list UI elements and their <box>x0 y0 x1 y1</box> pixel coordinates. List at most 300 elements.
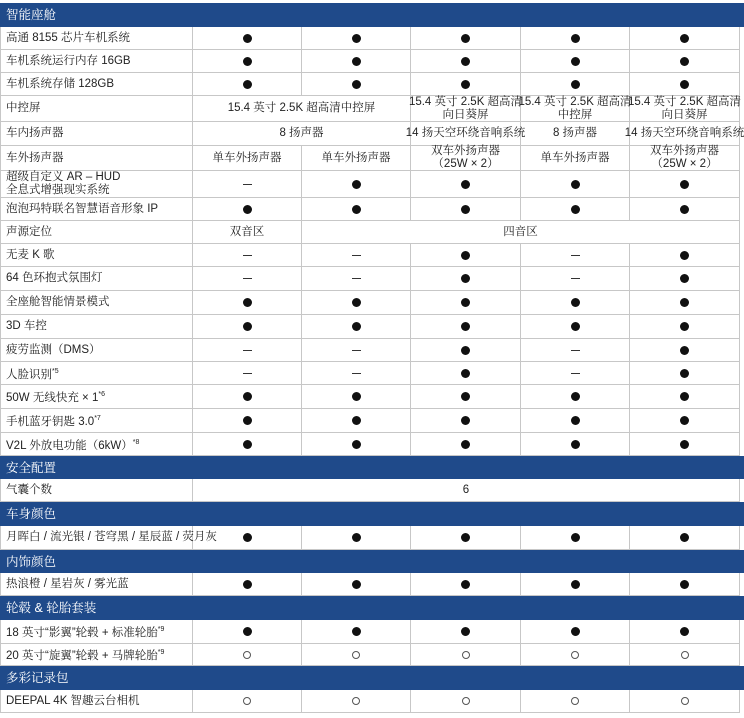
row-label-cell <box>0 433 193 456</box>
row-label <box>6 365 59 382</box>
value-cell <box>302 573 411 596</box>
standard-dot-icon <box>680 533 689 542</box>
value-cell <box>193 50 302 73</box>
row-label <box>6 623 164 640</box>
row-label <box>6 272 103 285</box>
table-row <box>0 96 744 122</box>
value-cell <box>193 122 411 146</box>
footnote-mark: *9 <box>157 626 165 634</box>
row-label-cell <box>0 221 193 244</box>
section-title: 内饰颜色 <box>6 554 57 569</box>
table-row <box>0 73 744 96</box>
value-cell <box>521 526 630 550</box>
value-cell <box>411 526 521 550</box>
standard-dot-icon <box>680 205 689 214</box>
table-row <box>0 244 744 267</box>
standard-dot-icon <box>680 392 689 401</box>
table-row <box>0 690 744 713</box>
standard-dot-icon <box>243 627 252 636</box>
standard-dot-icon <box>461 346 470 355</box>
footnote-mark: *8 <box>132 438 140 446</box>
standard-dot-icon <box>243 34 252 43</box>
table-row <box>0 526 744 550</box>
row-label-line: 车机系统运行内存 16GB <box>6 54 131 67</box>
value-cell <box>302 73 411 96</box>
table-row <box>0 221 744 244</box>
standard-dot-icon <box>243 392 252 401</box>
table-row <box>0 362 744 385</box>
row-label <box>6 388 105 405</box>
value-text: 四音区 <box>503 225 538 238</box>
section-title: 车身颜色 <box>6 506 57 521</box>
value-cell <box>411 409 521 433</box>
value-cell <box>630 620 740 644</box>
value-cell <box>411 50 521 73</box>
standard-dot-icon <box>461 298 470 307</box>
row-label-line: 月晖白 / 流光银 / 苍穹黑 / 星辰蓝 / 荧月灰 <box>6 531 217 543</box>
value-cell <box>193 244 302 267</box>
row-label <box>6 646 164 663</box>
value-cell <box>630 27 740 50</box>
value-cell <box>193 73 302 96</box>
value-cell <box>302 267 411 291</box>
value-cell <box>521 122 630 146</box>
value-cell <box>193 171 302 198</box>
standard-dot-icon <box>352 34 361 43</box>
value-cell <box>302 291 411 315</box>
standard-dot-icon <box>461 533 470 542</box>
value-cell <box>405 122 526 146</box>
standard-dot-icon <box>461 392 470 401</box>
standard-dot-icon <box>680 34 689 43</box>
value-cell <box>302 244 411 267</box>
standard-dot-icon <box>571 533 580 542</box>
standard-dot-icon <box>461 627 470 636</box>
value-cell <box>521 146 630 171</box>
value-cell <box>302 146 411 171</box>
value-cell <box>193 267 302 291</box>
section-title: 多彩记录包 <box>6 670 69 685</box>
value-cell <box>521 339 630 362</box>
value-cell <box>408 95 523 122</box>
optional-circle-icon <box>462 651 470 659</box>
standard-dot-icon <box>461 580 470 589</box>
standard-dot-icon <box>461 80 470 89</box>
value-text: 14 扬天空环绕音响系统 <box>405 127 526 139</box>
row-label <box>6 127 64 140</box>
value-cell <box>302 690 411 713</box>
value-cell <box>411 644 521 666</box>
value-cell <box>193 690 302 713</box>
standard-dot-icon <box>680 274 689 283</box>
not-available-dash-icon <box>243 373 252 374</box>
value-cell <box>302 644 411 666</box>
value-cell <box>630 198 740 221</box>
row-label-line: 20 英寸“旋翼”轮毂 + 马牌轮胎$^{*9}$ <box>6 649 165 662</box>
row-label <box>6 32 130 45</box>
row-label-cell <box>0 27 193 50</box>
value-cell <box>630 573 740 596</box>
standard-dot-icon <box>461 416 470 425</box>
value-cell <box>630 385 740 409</box>
row-label-line: 车内扬声器 <box>6 127 64 139</box>
not-available-dash-icon <box>571 278 580 279</box>
value-cell <box>624 122 744 146</box>
standard-dot-icon <box>352 392 361 401</box>
value-cell <box>518 95 632 122</box>
section-header <box>0 502 744 526</box>
value-cell <box>411 385 521 409</box>
standard-dot-icon <box>352 205 361 214</box>
section-header <box>0 3 744 27</box>
row-label <box>6 226 52 239</box>
table-row <box>0 385 744 409</box>
standard-dot-icon <box>571 298 580 307</box>
row-label-line: 中控屏 <box>6 102 41 114</box>
value-cell <box>411 267 521 291</box>
section-header <box>0 596 744 620</box>
value-cell <box>302 385 411 409</box>
value-text: 15.4 英寸 2.5K 超高清中控屏 <box>227 102 376 114</box>
value-text: （25W × 2） <box>432 158 499 170</box>
standard-dot-icon <box>680 346 689 355</box>
row-label-line: 高通 8155 芯片车机系统 <box>6 31 130 44</box>
table-row <box>0 479 744 502</box>
value-cell <box>411 690 521 713</box>
standard-dot-icon <box>352 416 361 425</box>
standard-dot-icon <box>571 627 580 636</box>
value-cell <box>630 171 740 198</box>
not-available-dash-icon <box>352 350 361 351</box>
value-cell <box>302 198 411 221</box>
row-label-cell <box>0 291 193 315</box>
row-label-cell <box>0 198 193 221</box>
row-label <box>6 531 217 544</box>
standard-dot-icon <box>243 57 252 66</box>
value-cell <box>521 573 630 596</box>
value-cell <box>630 267 740 291</box>
row-label-cell <box>0 644 193 666</box>
optional-circle-icon <box>681 697 689 705</box>
value-cell <box>302 221 740 244</box>
value-cell <box>411 620 521 644</box>
value-cell <box>193 620 302 644</box>
row-label-line: 声源定位 <box>6 225 52 238</box>
value-text: 向日葵屏 <box>661 108 708 121</box>
not-available-dash-icon <box>352 373 361 374</box>
row-label-cell <box>0 479 193 502</box>
standard-dot-icon <box>352 322 361 331</box>
standard-dot-icon <box>571 416 580 425</box>
not-available-dash-icon <box>243 278 252 279</box>
value-cell <box>521 267 630 291</box>
table-row <box>0 291 744 315</box>
value-text: 向日葵屏 <box>442 108 489 121</box>
row-label-cell <box>0 122 193 146</box>
standard-dot-icon <box>571 322 580 331</box>
standard-dot-icon <box>571 440 580 449</box>
standard-dot-icon <box>680 369 689 378</box>
row-label-cell <box>0 339 193 362</box>
value-cell <box>302 526 411 550</box>
value-cell <box>302 409 411 433</box>
table-row <box>0 573 744 596</box>
value-cell <box>411 433 521 456</box>
value-cell <box>521 244 630 267</box>
table-row <box>0 146 744 171</box>
standard-dot-icon <box>461 34 470 43</box>
value-cell <box>630 339 740 362</box>
value-text: 8 扬声器 <box>552 127 598 139</box>
value-cell <box>521 27 630 50</box>
row-label-line: 全座舱智能情景模式 <box>6 296 110 308</box>
standard-dot-icon <box>680 251 689 260</box>
row-label <box>6 296 110 309</box>
row-label-cell <box>0 385 193 409</box>
not-available-dash-icon <box>571 373 580 374</box>
value-text: 14 扬天空环绕音响系统 <box>624 127 744 139</box>
row-label-line: 手机蓝牙钥匙 3.0$^{*7}$ <box>6 415 101 428</box>
not-available-dash-icon <box>571 350 580 351</box>
value-cell <box>411 171 521 198</box>
section-title: 安全配置 <box>6 460 57 475</box>
table-row <box>0 620 744 644</box>
value-cell <box>193 96 411 122</box>
footnote-mark: *7 <box>94 415 101 423</box>
value-text: 15.4 英寸 2.5K 超高清 <box>408 95 523 108</box>
value-cell <box>521 291 630 315</box>
value-cell <box>630 315 740 339</box>
row-label-line: 无麦 K 歌 <box>6 248 55 261</box>
standard-dot-icon <box>243 205 252 214</box>
value-cell <box>193 479 740 502</box>
value-cell <box>411 27 521 50</box>
standard-dot-icon <box>243 533 252 542</box>
standard-dot-icon <box>461 57 470 66</box>
standard-dot-icon <box>243 322 252 331</box>
row-label-cell <box>0 315 193 339</box>
standard-dot-icon <box>680 80 689 89</box>
standard-dot-icon <box>352 440 361 449</box>
footnote-mark: *6 <box>98 391 105 399</box>
value-cell <box>521 409 630 433</box>
standard-dot-icon <box>680 416 689 425</box>
value-text: 双车外扬声器 <box>431 145 500 157</box>
row-label <box>6 484 52 497</box>
not-available-dash-icon <box>243 350 252 351</box>
standard-dot-icon <box>352 80 361 89</box>
standard-dot-icon <box>461 180 470 189</box>
standard-dot-icon <box>680 298 689 307</box>
value-cell <box>193 573 302 596</box>
row-label-cell <box>0 50 193 73</box>
value-cell <box>193 146 302 171</box>
row-label-line: 车机系统存储 128GB <box>6 77 114 90</box>
standard-dot-icon <box>461 369 470 378</box>
value-text: 6 <box>462 483 470 496</box>
value-cell <box>411 73 521 96</box>
standard-dot-icon <box>243 440 252 449</box>
value-cell <box>521 362 630 385</box>
row-label-cell <box>0 267 193 291</box>
row-label-cell <box>0 362 193 385</box>
value-cell <box>411 244 521 267</box>
standard-dot-icon <box>680 180 689 189</box>
row-label-cell <box>0 409 193 433</box>
row-label-line: 全息式增强现实系统 <box>6 184 110 196</box>
optional-circle-icon <box>571 697 579 705</box>
value-text: 中控屏 <box>557 108 593 121</box>
value-text: 单车外扬声器 <box>212 151 282 164</box>
value-cell <box>630 690 740 713</box>
value-cell <box>193 526 302 550</box>
row-label-line: DEEPAL 4K 智趣云台相机 <box>6 694 140 707</box>
optional-circle-icon <box>571 651 579 659</box>
row-label-cell <box>0 526 217 550</box>
standard-dot-icon <box>571 392 580 401</box>
value-cell <box>630 409 740 433</box>
value-cell <box>630 146 740 171</box>
value-cell <box>521 198 630 221</box>
table-row <box>0 644 744 666</box>
value-cell <box>630 362 740 385</box>
row-label-cell <box>0 73 193 96</box>
value-text: 8 扬声器 <box>279 127 324 139</box>
standard-dot-icon <box>571 34 580 43</box>
standard-dot-icon <box>461 205 470 214</box>
standard-dot-icon <box>243 580 252 589</box>
value-cell <box>411 198 521 221</box>
standard-dot-icon <box>680 627 689 636</box>
standard-dot-icon <box>352 627 361 636</box>
standard-dot-icon <box>680 440 689 449</box>
table-row <box>0 50 744 73</box>
value-cell <box>521 644 630 666</box>
value-text: （25W × 2） <box>651 158 718 170</box>
table-row <box>0 122 744 146</box>
table-row <box>0 409 744 433</box>
row-label <box>6 171 120 197</box>
value-cell <box>521 50 630 73</box>
value-text: 单车外扬声器 <box>540 151 610 164</box>
value-cell <box>302 433 411 456</box>
value-cell <box>411 362 521 385</box>
standard-dot-icon <box>571 205 580 214</box>
row-label-cell <box>0 244 193 267</box>
standard-dot-icon <box>680 322 689 331</box>
row-label-cell <box>0 620 193 644</box>
row-label-line: 18 英寸“影翼”轮毂 + 标准轮胎$^{*9}$ <box>6 626 165 639</box>
standard-dot-icon <box>571 57 580 66</box>
section-header <box>0 456 744 479</box>
value-cell <box>521 73 630 96</box>
row-label <box>6 152 64 165</box>
row-label <box>6 695 140 708</box>
value-cell <box>521 385 630 409</box>
row-label-cell <box>0 96 193 122</box>
row-label-cell <box>0 573 193 596</box>
value-cell <box>193 409 302 433</box>
row-label <box>6 436 139 453</box>
row-label-line: V2L 外放电功能$(6kW)^{*8}$ <box>6 438 140 452</box>
value-cell <box>193 433 302 456</box>
table-row <box>0 171 744 198</box>
table-row <box>0 27 744 50</box>
value-cell <box>302 362 411 385</box>
row-label-line: 车外扬声器 <box>6 151 64 164</box>
table-row <box>0 267 744 291</box>
value-cell <box>193 27 302 50</box>
row-label <box>6 78 114 91</box>
standard-dot-icon <box>243 298 252 307</box>
value-cell <box>521 171 630 198</box>
value-text: 双车外扬声器 <box>650 145 719 157</box>
row-label <box>6 320 47 333</box>
row-label <box>6 203 158 216</box>
table-row <box>0 315 744 339</box>
value-cell <box>411 146 521 171</box>
value-cell <box>411 291 521 315</box>
footnote-mark: *5 <box>52 367 59 375</box>
optional-circle-icon <box>352 651 360 659</box>
value-cell <box>627 95 742 122</box>
value-cell <box>193 291 302 315</box>
standard-dot-icon <box>352 533 361 542</box>
value-text: 15.4 英寸 2.5K 超高清 <box>627 95 742 108</box>
table-row <box>0 198 744 221</box>
standard-dot-icon <box>680 57 689 66</box>
value-cell <box>630 526 740 550</box>
row-label <box>6 344 101 357</box>
value-cell <box>193 315 302 339</box>
row-label-line: 热浪橙 / 星岩灰 / 雾光蓝 <box>6 577 129 590</box>
value-cell <box>193 339 302 362</box>
value-cell <box>193 362 302 385</box>
row-label-line: 人脸识别$^{*5}$ <box>6 367 59 381</box>
standard-dot-icon <box>571 180 580 189</box>
standard-dot-icon <box>243 80 252 89</box>
optional-circle-icon <box>243 697 251 705</box>
standard-dot-icon <box>352 580 361 589</box>
value-cell <box>302 50 411 73</box>
value-text: 双音区 <box>229 225 265 238</box>
value-cell <box>630 244 740 267</box>
value-cell <box>302 339 411 362</box>
standard-dot-icon <box>680 580 689 589</box>
footnote-mark: *9 <box>157 649 165 657</box>
row-label-line: 3D 车控 <box>6 320 47 332</box>
section-title: 智能座舱 <box>6 7 57 22</box>
optional-circle-icon <box>243 651 251 659</box>
value-cell <box>193 644 302 666</box>
not-available-dash-icon <box>243 255 252 256</box>
row-label-line: 超级自定义 AR – HUD <box>6 171 121 183</box>
value-cell <box>521 690 630 713</box>
value-cell <box>302 620 411 644</box>
value-cell <box>411 315 521 339</box>
optional-circle-icon <box>462 697 470 705</box>
not-available-dash-icon <box>571 255 580 256</box>
standard-dot-icon <box>461 322 470 331</box>
table-row <box>0 433 744 456</box>
standard-dot-icon <box>461 251 470 260</box>
standard-dot-icon <box>352 298 361 307</box>
value-text: 15.4 英寸 2.5K 超高清 <box>518 95 632 108</box>
section-header <box>0 666 744 690</box>
row-label-cell <box>0 146 193 171</box>
section-title: 轮毂 & 轮胎套装 <box>6 600 97 615</box>
row-label-line: 50W 无线快充 × $1^{*6}$ <box>6 391 105 404</box>
